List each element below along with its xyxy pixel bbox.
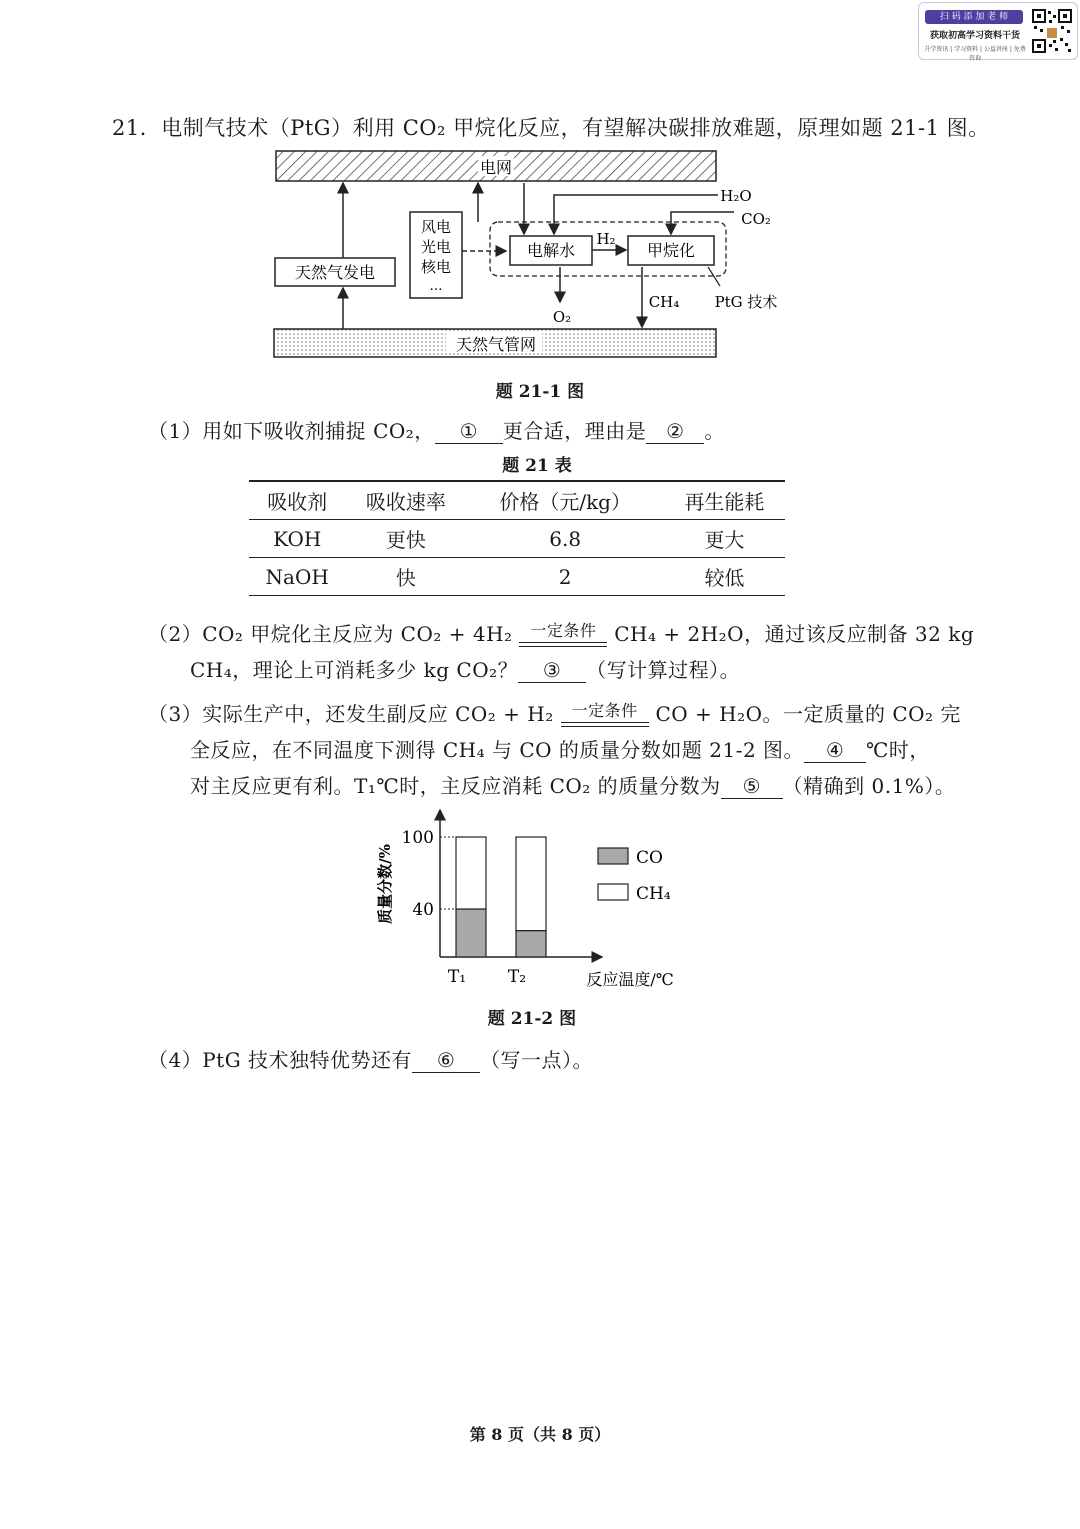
arrow-h2o-in — [554, 195, 718, 234]
table-row — [249, 520, 785, 558]
part2-prefix: （2）CO₂ 甲烷化主反应为 CO₂ + 4H₂ — [148, 622, 513, 646]
table-header: 价格（元/kg） — [499, 490, 631, 514]
gas-power-label: 天然气发电 — [294, 263, 376, 282]
table-cell: KOH — [273, 526, 322, 551]
ch4-label: CH₄ — [648, 293, 680, 311]
part3-line2-prefix: 全反应，在不同温度下测得 CH₄ 与 CO 的质量分数如题 21-2 图。 — [190, 738, 805, 762]
legend-swatch-ch4 — [598, 884, 628, 900]
part3-line3-suffix: （精确到 0.1%）。 — [782, 774, 956, 798]
absorbent-table — [249, 480, 785, 596]
question-intro: 21．电制气技术（PtG）利用 CO₂ 甲烷化反应，有望解决碳排放难题，原理如题 21-1 图。 — [112, 116, 990, 140]
blank-3: ③ — [518, 658, 586, 683]
table-caption: 题 21 表 — [502, 456, 572, 476]
part2-line2 — [190, 654, 740, 683]
bar-segment — [456, 837, 486, 909]
diagram1-caption: 题 21-1 图 — [495, 382, 585, 402]
table-cell: 2 — [558, 564, 572, 589]
part4-suffix: （写一点）。 — [480, 1048, 594, 1072]
bar-segment — [516, 837, 546, 931]
part3-line1 — [148, 698, 961, 727]
part3-line3-prefix: 对主反应更有利。T₁℃时，主反应消耗 CO₂ 的质量分数为 — [190, 774, 721, 798]
condition-label: 一定条件 — [571, 701, 638, 720]
renewable-solar: 光电 — [420, 238, 452, 256]
table-cell: 快 — [395, 566, 416, 590]
co2-label: CO₂ — [741, 210, 771, 228]
legend-swatch-co — [598, 848, 628, 864]
h2-label: H₂ — [596, 230, 616, 248]
bar-segment — [456, 909, 486, 957]
part2-line2-prefix: CH₄，理论上可消耗多少 kg CO₂？ — [190, 658, 519, 682]
part1-middle: 更合适，理由是 — [502, 419, 647, 443]
table-cell: 更快 — [385, 528, 426, 552]
x-tick-label: T₂ — [507, 967, 527, 987]
table-cell: 较低 — [704, 566, 745, 590]
badge-tags: 升学资讯 | 学习资料 | 公益讲座 | 免费咨询 — [924, 46, 1026, 62]
chart-caption: 题 21-2 图 — [487, 1009, 577, 1029]
part2-line2-suffix: （写计算过程）。 — [586, 658, 741, 682]
part3-line3 — [190, 770, 955, 799]
blank-2: ② — [646, 419, 704, 444]
part3-prefix: （3）实际生产中，还发生副反应 CO₂ + H₂ — [148, 702, 554, 726]
part1-line — [148, 415, 725, 444]
condition-label: 一定条件 — [530, 621, 597, 640]
mass-fraction-chart — [370, 800, 700, 1000]
electrolysis-label: 电解水 — [526, 241, 576, 260]
equals-sign — [519, 642, 607, 647]
blank-6: ⑥ — [412, 1048, 480, 1073]
reaction-arrow-side — [561, 701, 649, 727]
legend-label-ch4: CH₄ — [636, 884, 671, 904]
blank-4: ④ — [804, 738, 866, 763]
badge-subtitle: 获取初高学习资料干货 — [929, 31, 1020, 41]
blank-5: ⑤ — [721, 774, 783, 799]
part4-line — [148, 1044, 593, 1073]
ptg-process-diagram — [260, 140, 820, 365]
ptg-label: PtG 技术 — [714, 293, 778, 311]
part3-line2-suffix: ℃时， — [866, 738, 930, 762]
page-number: 第 8 页（共 8 页） — [469, 1425, 611, 1444]
table-cell: 6.8 — [549, 526, 582, 551]
y-axis-label: 质量分数/% — [376, 844, 394, 924]
table-header: 吸收剂 — [267, 490, 328, 514]
gas-pipeline-label: 天然气管网 — [455, 335, 537, 354]
x-tick-label: T₁ — [447, 967, 467, 987]
table-cell: NaOH — [265, 564, 329, 589]
legend — [598, 848, 671, 904]
part3-line2 — [190, 734, 930, 763]
bar-segment — [516, 931, 546, 957]
renewable-more: … — [429, 279, 443, 294]
x-axis-label: 反应温度/℃ — [586, 970, 674, 989]
legend-label-co: CO — [636, 848, 663, 868]
qr-code-icon — [1031, 8, 1073, 54]
equals-sign — [561, 722, 649, 727]
table-header: 再生能耗 — [684, 490, 765, 514]
methanation-label: 甲烷化 — [646, 241, 696, 260]
table-header-row — [249, 481, 785, 520]
part3-suffix: CO + H₂O。一定质量的 CO₂ 完 — [655, 702, 961, 726]
blank-1: ① — [435, 419, 503, 444]
grid-label: 电网 — [479, 158, 513, 177]
part1-prefix: （1）用如下吸收剂捕捉 CO₂， — [148, 419, 435, 443]
y-tick-label: 100 — [401, 828, 434, 848]
table-row — [249, 558, 785, 596]
arrow-co2-in — [671, 212, 734, 234]
part4-prefix: （4）PtG 技术独特优势还有 — [148, 1048, 413, 1072]
part2-suffix: CH₄ + 2H₂O，通过该反应制备 32 kg — [614, 622, 975, 646]
reaction-arrow-main — [519, 621, 607, 647]
renewable-nuclear: 核电 — [420, 258, 452, 276]
renewable-wind: 风电 — [420, 218, 452, 236]
y-tick-label: 40 — [412, 900, 434, 920]
table-header: 吸收速率 — [365, 490, 446, 514]
table-cell: 更大 — [704, 528, 745, 552]
o2-label: O₂ — [552, 308, 572, 326]
h2o-label: H₂O — [720, 187, 752, 205]
badge-title: 扫 码 添 加 老 师 — [925, 10, 1023, 24]
part1-suffix: 。 — [704, 419, 725, 443]
promo-badge — [918, 2, 1078, 60]
part2-line1 — [148, 618, 974, 647]
